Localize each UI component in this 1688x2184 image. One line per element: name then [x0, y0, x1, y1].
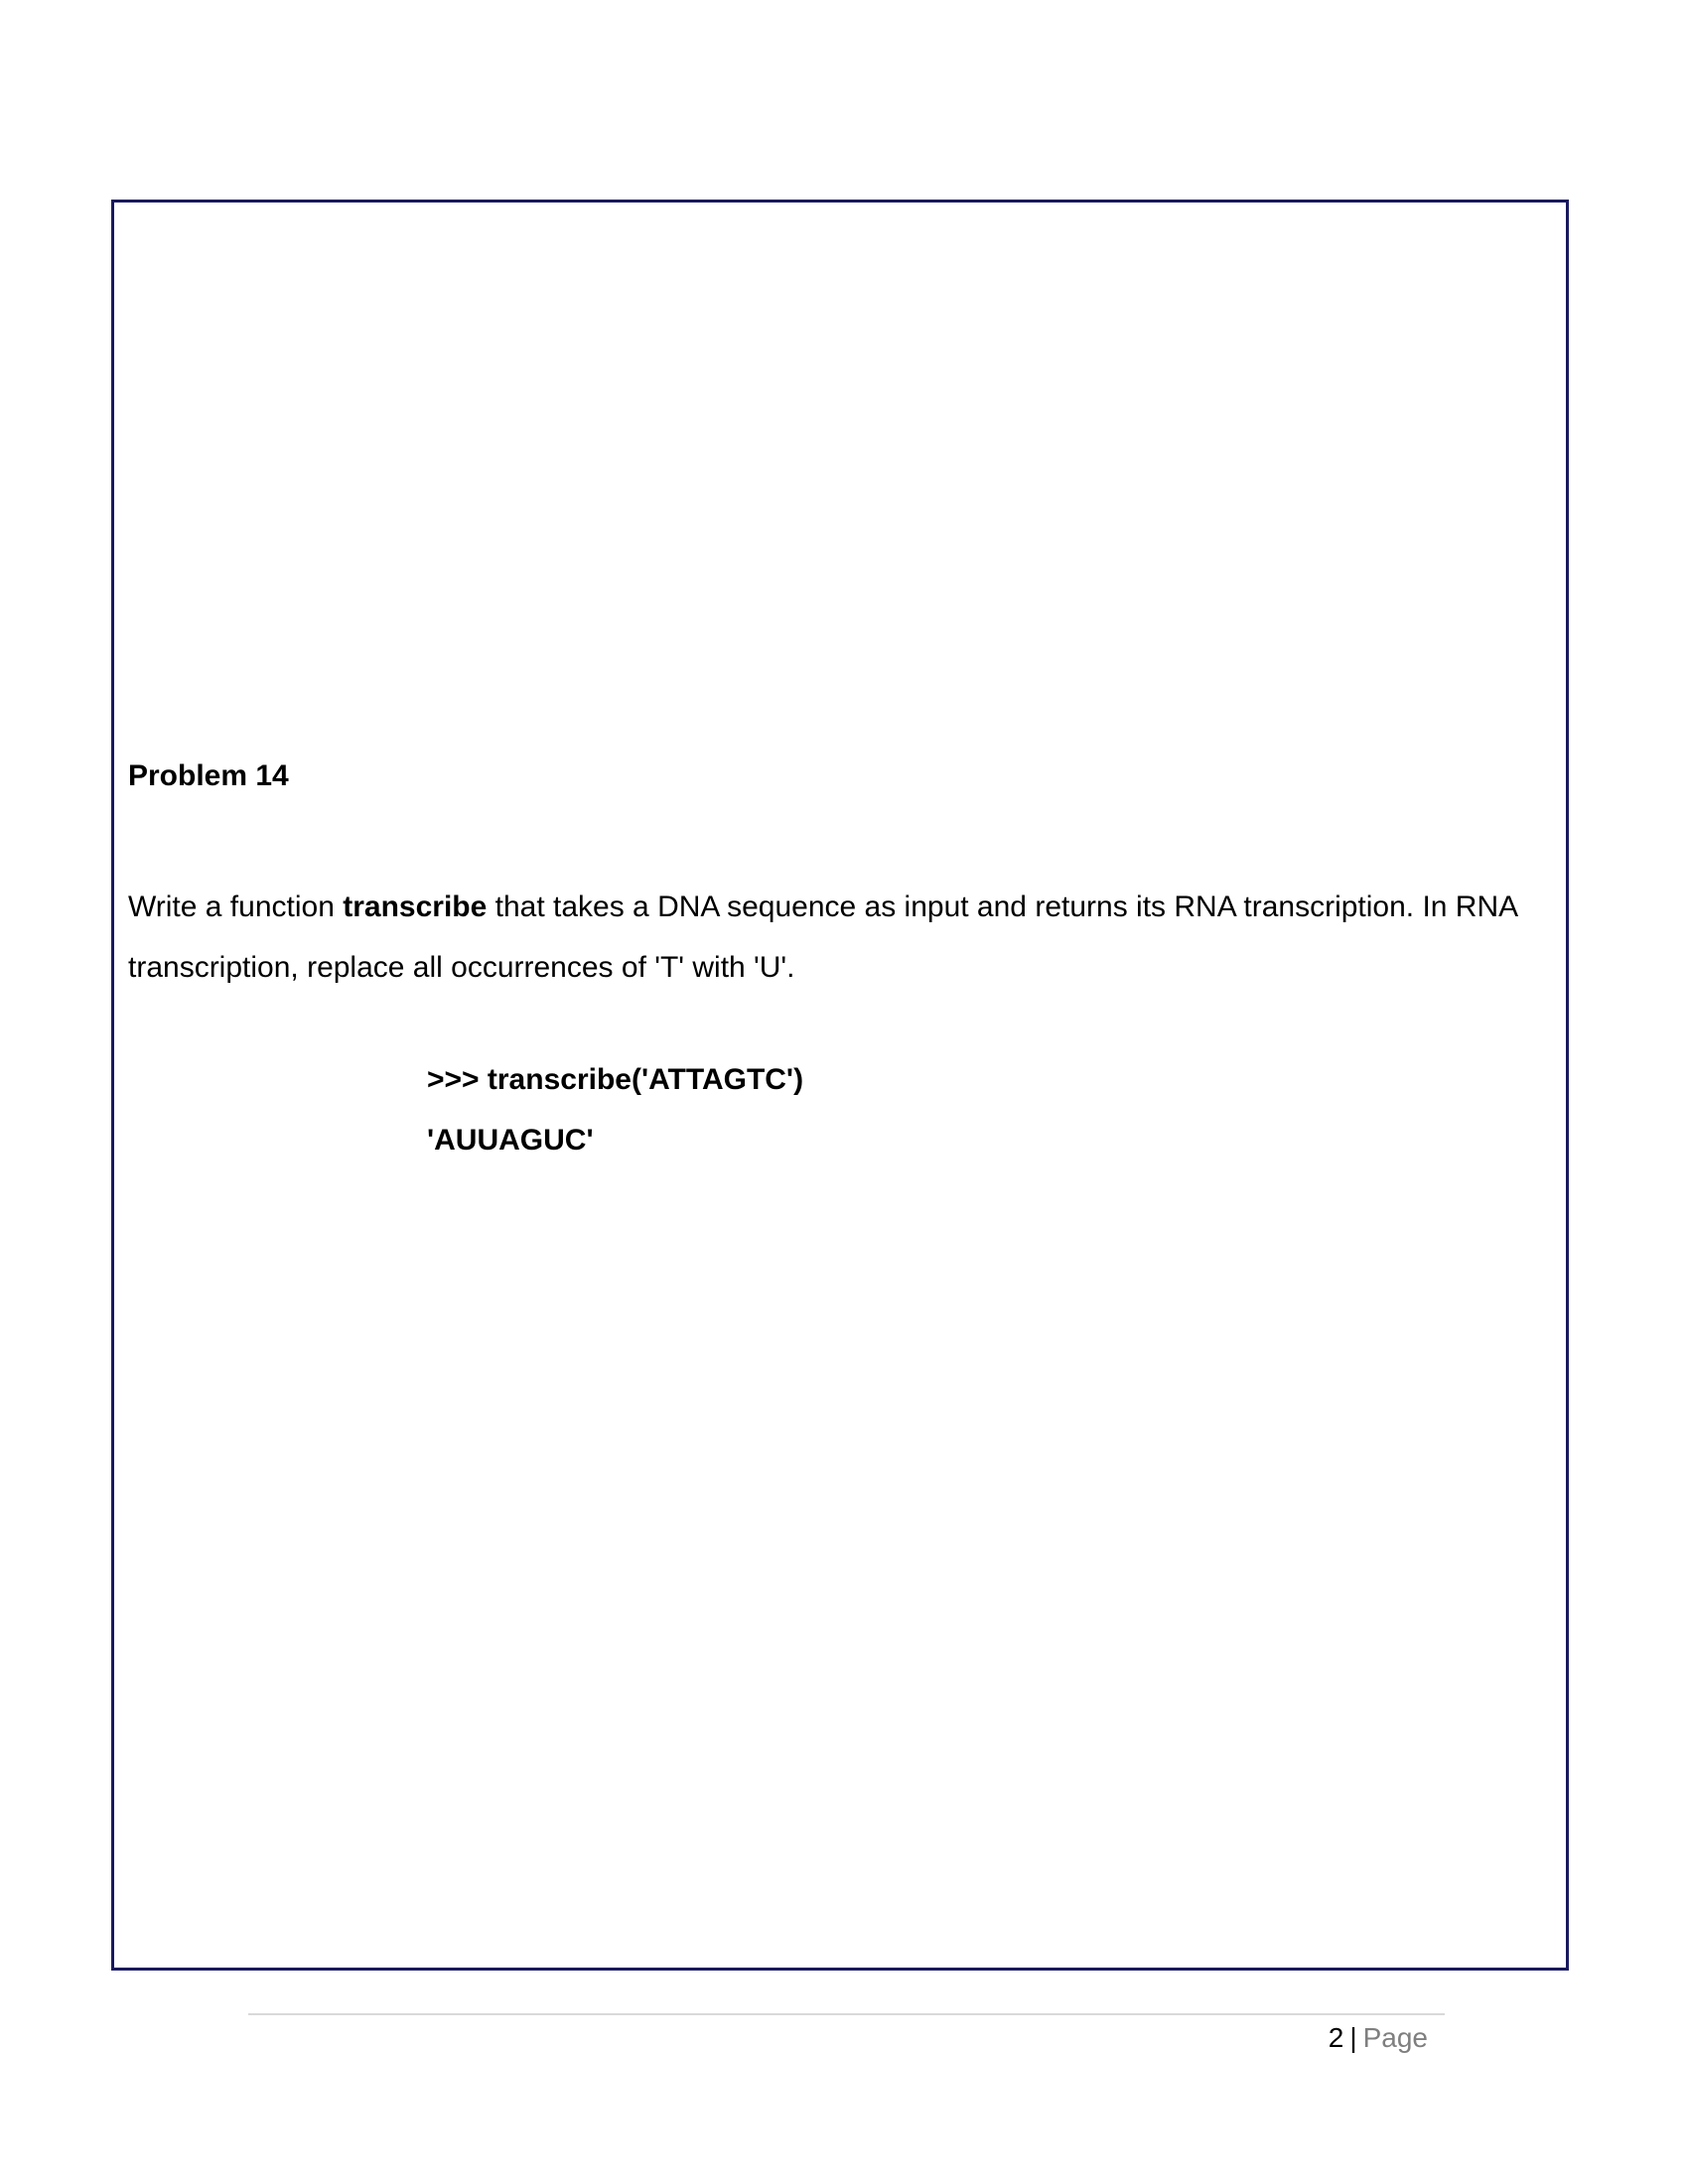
function-name: transcribe: [343, 890, 488, 923]
page-separator: |: [1349, 2022, 1357, 2053]
description-text-before: Write a function: [128, 890, 344, 923]
problem-title: Problem 14: [128, 759, 289, 792]
page-number: 2: [1328, 2022, 1344, 2053]
example-output-line: 'AUUAGUC': [427, 1124, 594, 1157]
footer-rule: [248, 2013, 1445, 2015]
description-text-after: that takes a DNA sequence as input and returns its RNA transcription. In RNA transcription, replace all occurrences of 'T' with 'U'.: [128, 890, 1517, 984]
problem-description: [128, 877, 1558, 998]
page-word: Page: [1362, 2022, 1428, 2053]
page-border: [111, 200, 1569, 1971]
footer-page-label: [1329, 2018, 1428, 2058]
example-input-line: >>> transcribe('ATTAGTC'): [427, 1063, 804, 1096]
